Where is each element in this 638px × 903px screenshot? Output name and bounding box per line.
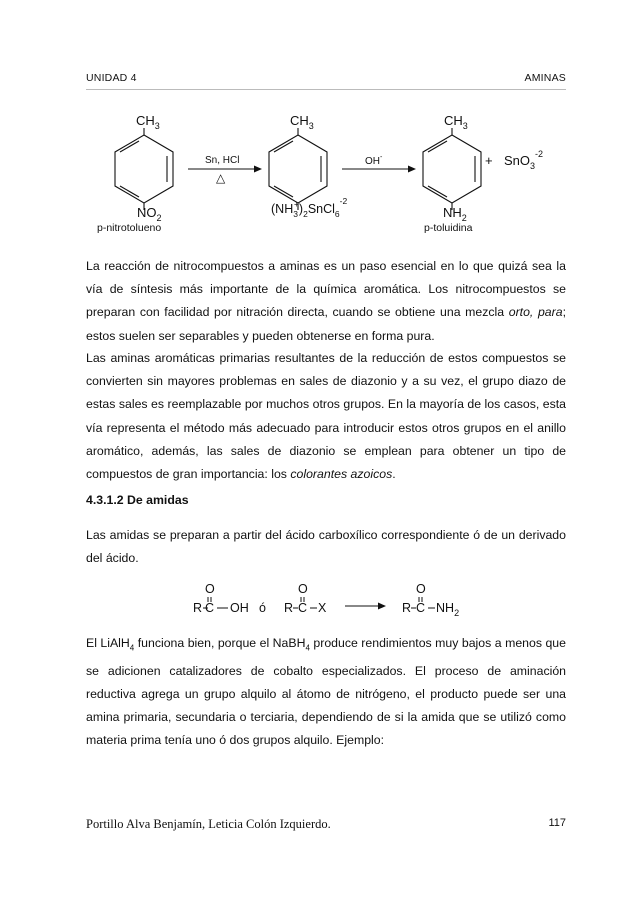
paragraph-1: La reacción de nitrocompuestos a aminas es un paso esencial en lo que quizá sea la vía de síntesis más importante de la química aromática. Los nitrocompuestos se preparan con facilidad por nitración directa, cuando se obtiene una mezcla orto, para; estos suelen ser separables y pueden obtenerse en forma pura.: [86, 259, 566, 343]
svg-text:C: C: [205, 601, 215, 615]
svg-text:C: C: [416, 601, 426, 615]
svg-text:CH3: $CH_3$: [290, 113, 314, 131]
base-label: OH-: [365, 154, 383, 167]
heat-symbol: △: [216, 171, 226, 185]
svg-text:+: +: [485, 153, 493, 168]
page-number: 117: [548, 817, 566, 829]
svg-text:NH2: $NH_2$: [436, 601, 460, 618]
byproduct: SnO$_3^{-2}$: [504, 149, 544, 171]
paragraph-4: El LiAlH$_4$ funciona bien, porque el NaBH$_4$ produce rendimientos muy bajos a menos que se adicionen catalizadores de cobalto especializados. El proceso de aminación reductiva agrega un grupo alquilo al átomo de nitrógeno, el producto puede ser una amina primaria, secundaria o terciaria, dependiendo de si la amida que se utilizó como materia prima tenía uno ó dos grupos alquilo. Ejemplo:: [86, 636, 566, 748]
reactant-name: p-nitrotolueno: [97, 222, 162, 234]
reagent-label: Sn, HCl: [205, 155, 240, 166]
svg-text:NH2: $NH_2$: [443, 205, 467, 223]
svg-text:O: O: [298, 582, 308, 596]
svg-text:CH3: $CH_3$: [136, 113, 160, 131]
paragraph-2: Las aminas aromáticas primarias resultantes de la reducción de estos compuestos se convierten sin mayores problemas en sales de diazonio y a su vez, el grupo diazo de estas sales es reemplazable por muchos otros grupos. En la mayoría de los casos, esta vía representa el método más adecuado para introducir estos otros grupos en el anillo aromático, además, las sales de diazonio se emplean para obtener un tipo de compuestos de gran importancia: los colorantes azoicos.: [86, 351, 566, 482]
benzene-ring-3: [423, 135, 481, 203]
benzene-ring-2: [269, 135, 327, 203]
intermediate-salt: $(NH_3+)_2SnCl_6^{-2}$: [271, 196, 348, 219]
svg-text:CH3: $CH_3$: [444, 113, 468, 131]
header-unit: UNIDAD 4: [86, 72, 137, 84]
svg-text:R: R: [193, 601, 203, 615]
svg-text:R: R: [402, 601, 412, 615]
header-topic: AMINAS: [524, 72, 566, 84]
section-heading: 4.3.1.2 De amidas: [86, 493, 189, 507]
svg-text:C: C: [298, 601, 308, 615]
paragraph-3: Las amidas se preparan a partir del ácido carboxílico correspondiente ó de un derivado del ácido.: [86, 528, 566, 566]
svg-text:O: O: [205, 582, 215, 596]
svg-text:X: X: [318, 601, 327, 615]
svg-text:OH: OH: [230, 601, 249, 615]
svg-text:O: O: [416, 582, 426, 596]
svg-text:NO2: $NO_2$: [137, 205, 162, 223]
benzene-ring-1: [115, 135, 173, 203]
footer-authors: Portillo Alva Benjamín, Leticia Colón Izquierdo.: [86, 817, 331, 831]
product-name: p-toluidina: [424, 222, 473, 234]
svg-text:R: R: [284, 601, 294, 615]
svg-text:ó: ó: [259, 601, 266, 615]
